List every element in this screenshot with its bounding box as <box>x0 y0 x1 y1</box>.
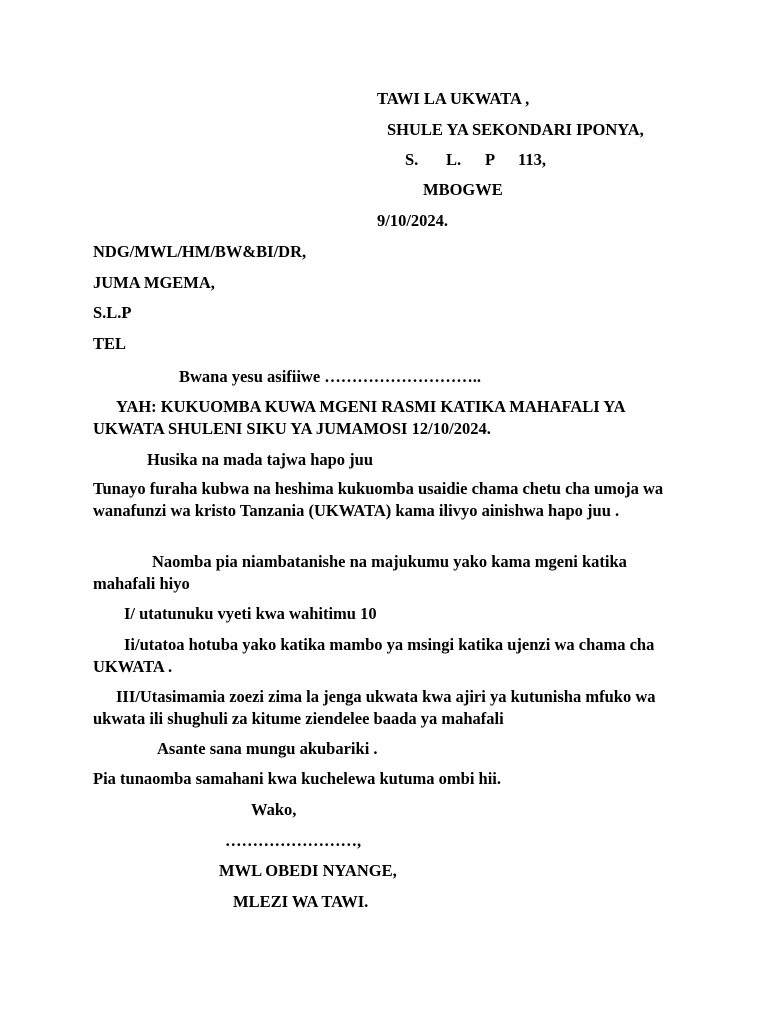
closing-yours: Wako, <box>251 800 297 819</box>
signature-dots: ……………………, <box>225 831 362 850</box>
duty-item-2: Ii/utatoa hotuba yako katika mambo ya msingi katika ujenzi wa chama cha UKWATA . <box>93 635 655 676</box>
duty-item-1: I/ utatunuku vyeti kwa wahitimu 10 <box>124 604 377 623</box>
po-box-p: P <box>485 150 496 169</box>
recipient-name: JUMA MGEMA, <box>93 273 215 292</box>
sender-school: SHULE YA SEKONDARI IPONYA, <box>387 120 644 139</box>
recipient-titles: NDG/MWL/HM/BW&BI/DR, <box>93 242 307 261</box>
recipient-slp: S.L.P <box>93 303 132 322</box>
signer-title: MLEZI WA TAWI. <box>233 892 369 911</box>
sender-po-box <box>405 149 546 170</box>
reference-line: Husika na mada tajwa hapo juu <box>147 450 374 469</box>
po-box-number: 113, <box>518 150 546 169</box>
greeting: Bwana yesu asifiiwe ……………………….. <box>179 367 482 386</box>
letter-date: 9/10/2024. <box>377 211 449 230</box>
thanks-line: Asante sana mungu akubariki . <box>157 739 378 758</box>
duty-item-3: III/Utasimamia zoezi zima la jenga ukwata kwa ajiri ya kutunisha mfuko wa ukwata ili shughuli za kitume ziendelee baada ya mahafali <box>93 687 656 728</box>
apology-line: Pia tunaomba samahani kwa kuchelewa kutuma ombi hii. <box>93 769 501 788</box>
sender-branch: TAWI LA UKWATA , <box>377 89 530 108</box>
paragraph-request: Tunayo furaha kubwa na heshima kukuomba usaidie chama chetu cha umoja wa wanafunzi wa kristo Tanzania (UKWATA) kama ilivyo ainishwa hapo juu . <box>93 479 664 520</box>
signer-name: MWL OBEDI NYANGE, <box>219 861 397 880</box>
recipient-tel: TEL <box>93 334 127 353</box>
subject-line: YAH: KUKUOMBA KUWA MGENI RASMI KATIKA MAHAFALI YA UKWATA SHULENI SIKU YA JUMAMOSI 12/10/2024. <box>93 397 625 438</box>
sender-town: MBOGWE <box>423 180 503 199</box>
po-box-l: L. <box>446 150 462 169</box>
po-box-s: S. <box>405 150 419 169</box>
paragraph-duties-intro: Naomba pia niambatanishe na majukumu yako kama mgeni katika mahafali hiyo <box>93 552 627 593</box>
